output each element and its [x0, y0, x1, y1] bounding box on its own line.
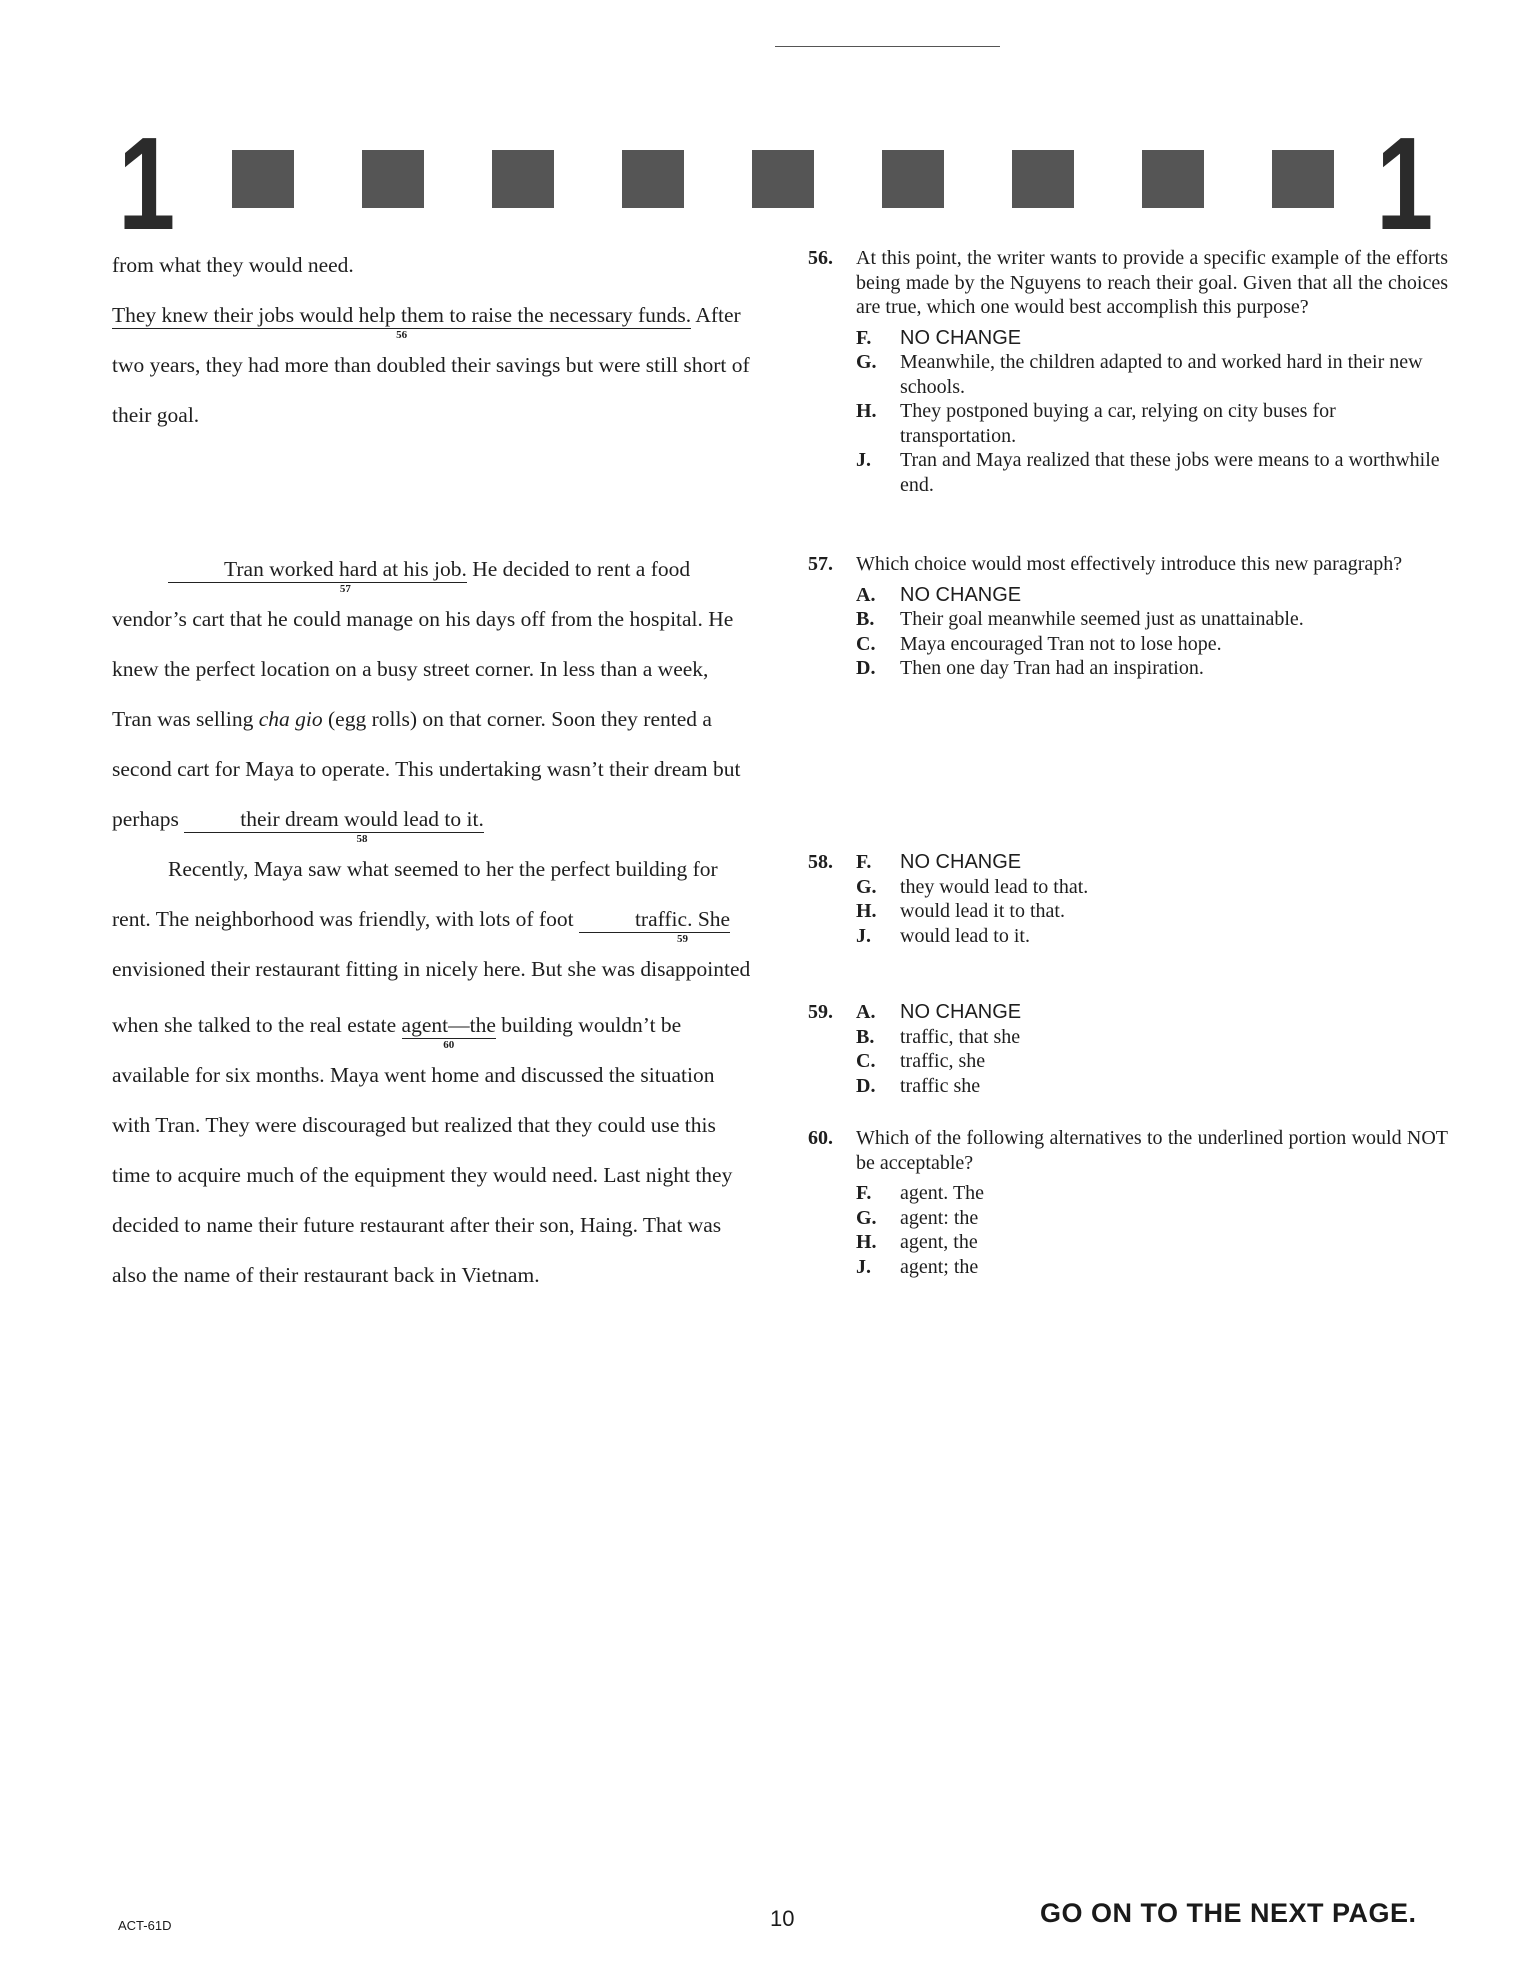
passage — [112, 240, 752, 1300]
option-text: NO CHANGE — [900, 583, 1022, 606]
option-letter: G. — [856, 351, 877, 373]
underlined-portion-57[interactable] — [168, 556, 467, 595]
option-letter: B. — [856, 608, 875, 630]
question-stem: Which choice would most effectively introduce this new paragraph? — [856, 553, 1403, 575]
option-text: They postponed buying a car, relying on city buses for transportation. — [900, 400, 1336, 447]
option-letter: D. — [856, 1074, 876, 1097]
option-letter: F. — [856, 1182, 872, 1204]
answer-option[interactable] — [856, 850, 1448, 875]
option-text: agent, the — [900, 1231, 978, 1253]
underlined-text: agent—the — [401, 1013, 496, 1037]
option-text: Meanwhile, the children adapted to and worked hard in their new schools. — [900, 351, 1423, 398]
underlined-portion-59[interactable] — [579, 906, 731, 945]
header-square — [752, 150, 814, 208]
question-number: 56. — [808, 247, 833, 269]
answer-option[interactable] — [856, 399, 1448, 448]
header-square — [362, 150, 424, 208]
option-text: agent. The — [900, 1182, 985, 1204]
question-number: 59. — [808, 1001, 833, 1023]
answer-option[interactable] — [856, 656, 1448, 681]
question-ref-number: 60 — [443, 1039, 455, 1051]
answer-option[interactable] — [856, 1049, 1448, 1074]
option-letter: J. — [856, 449, 871, 471]
answer-option[interactable] — [856, 899, 1448, 924]
option-text: Then one day Tran had an inspiration. — [900, 657, 1204, 679]
section-header — [0, 0, 1530, 257]
question-57 — [808, 552, 1448, 681]
answer-option[interactable] — [856, 1025, 1448, 1050]
option-text: they would lead to that. — [900, 875, 1089, 898]
option-text: Maya encouraged Tran not to lose hope. — [900, 632, 1222, 655]
option-letter: F. — [856, 326, 872, 349]
answer-option[interactable] — [856, 1074, 1448, 1099]
option-text: agent: the — [900, 1206, 979, 1229]
question-ref-number: 59 — [677, 933, 689, 945]
answer-option[interactable] — [856, 1206, 1448, 1231]
question-stem: Which of the following alternatives to the underlined portion would NOT be acceptable? — [856, 1127, 1448, 1174]
answer-option[interactable] — [856, 632, 1448, 657]
passage-text: After two years, they had more than doubled their savings but were still short of their goal. — [112, 303, 750, 427]
underlined-portion-60[interactable] — [401, 1012, 496, 1051]
option-letter: A. — [856, 583, 876, 606]
answer-option[interactable] — [856, 607, 1448, 632]
option-letter: H. — [856, 400, 877, 422]
option-letter: H. — [856, 1231, 877, 1253]
question-56 — [808, 246, 1448, 497]
answer-option[interactable] — [856, 1230, 1448, 1255]
passage-text: building wouldn’t be available for six months. Maya went home and discussed the situation with Tran. They were discouraged but realized that they could use this time to acquire much of the equipment they would need. Last night they decided to name their future restaurant after their son, Haing. That was also the name of their restaurant back in Vietnam. — [112, 1013, 733, 1287]
next-page-instruction: GO ON TO THE NEXT PAGE. — [1040, 1898, 1417, 1928]
header-square — [1142, 150, 1204, 208]
option-letter: J. — [856, 924, 871, 947]
underlined-text: their dream would lead to it. — [240, 807, 484, 831]
option-letter: H. — [856, 900, 877, 922]
question-number: 60. — [808, 1127, 833, 1149]
option-text: traffic, she — [900, 1050, 986, 1072]
question-ref-number: 56 — [396, 329, 408, 341]
option-letter: D. — [856, 657, 876, 679]
answer-options — [856, 583, 1448, 681]
underlined-portion-56[interactable] — [112, 302, 692, 341]
answer-option[interactable] — [856, 583, 1448, 608]
header-square — [1272, 150, 1334, 208]
header-square — [492, 150, 554, 208]
option-letter: A. — [856, 1001, 876, 1023]
passage-paragraph — [112, 1000, 752, 1300]
passage-paragraph — [112, 544, 752, 844]
passage-text: when she talked to the real estate — [112, 1013, 402, 1037]
answer-options — [856, 1000, 1448, 1098]
answer-option[interactable] — [856, 448, 1448, 497]
answer-option[interactable] — [856, 1181, 1448, 1206]
option-text: would lead it to that. — [900, 900, 1065, 922]
italic-term: cha gio — [258, 707, 323, 731]
underlined-portion-58[interactable] — [184, 806, 484, 845]
option-text: would lead to it. — [900, 924, 1030, 947]
header-square — [1012, 150, 1074, 208]
passage-text: Recently, Maya saw what seemed to her the perfect building for rent. The neighborhood was friendly, with lots of foot — [112, 857, 718, 931]
passage-text: envisioned their restaurant fitting in nicely here. But she was disappointed — [112, 957, 751, 981]
option-text: Tran and Maya realized that these jobs were means to a worthwhile end. — [900, 449, 1440, 496]
question-60 — [808, 1126, 1448, 1279]
passage-paragraph — [112, 240, 752, 440]
question-ref-number: 57 — [339, 583, 351, 595]
answer-option[interactable] — [856, 326, 1448, 351]
passage-text: He decided to rent a food vendor’s cart that he could manage on his days off from the hospital. He knew the perfect location on a busy street corner. In less than a week, Tran was selling — [112, 557, 734, 731]
section-number-left: 1 — [118, 110, 176, 257]
answer-option[interactable] — [856, 1000, 1448, 1025]
option-letter: F. — [856, 851, 872, 873]
answer-option[interactable] — [856, 875, 1448, 900]
header-square — [882, 150, 944, 208]
option-text: NO CHANGE — [900, 1001, 1022, 1023]
option-text: Their goal meanwhile seemed just as unattainable. — [900, 608, 1304, 630]
underlined-text: They knew their jobs would help them to raise the necessary funds. — [112, 303, 692, 327]
passage-text: (egg rolls) on that corner. Soon they rented a second cart for Maya to operate. This undertaking wasn’t their dream but perhaps — [112, 707, 741, 831]
form-code: ACT-61D — [118, 1918, 172, 1933]
option-text: traffic she — [900, 1074, 981, 1097]
question-58 — [808, 850, 1448, 948]
section-number-right: 1 — [1376, 110, 1434, 257]
option-text: NO CHANGE — [900, 851, 1022, 873]
option-text: NO CHANGE — [900, 326, 1022, 349]
option-text: traffic, that she — [900, 1025, 1021, 1048]
question-stem: At this point, the writer wants to provide a specific example of the efforts being made by the Nguyens to reach their goal. Given that all the choices are true, which one would best accomplish this purpose? — [856, 247, 1448, 318]
passage-text: from what they would need. — [112, 253, 354, 277]
answer-option[interactable] — [856, 350, 1448, 399]
underlined-text: traffic. She — [634, 907, 731, 931]
answer-options — [856, 326, 1448, 498]
question-ref-number: 58 — [356, 833, 368, 845]
option-letter: C. — [856, 1050, 876, 1072]
question-59 — [808, 1000, 1448, 1098]
page-number: 10 — [770, 1906, 795, 1931]
answer-options — [856, 1181, 1448, 1279]
option-letter: G. — [856, 875, 877, 898]
question-number: 58. — [808, 851, 833, 873]
header-square — [622, 150, 684, 208]
header-square — [232, 150, 294, 208]
underlined-text: Tran worked hard at his job. — [224, 557, 467, 581]
answer-options — [856, 850, 1448, 948]
option-letter: J. — [856, 1255, 871, 1278]
option-letter: C. — [856, 632, 876, 655]
option-letter: B. — [856, 1025, 875, 1048]
option-text: agent; the — [900, 1255, 979, 1278]
answer-option[interactable] — [856, 1255, 1448, 1280]
passage-paragraph — [112, 844, 752, 994]
option-letter: G. — [856, 1206, 877, 1229]
question-number: 57. — [808, 553, 833, 575]
answer-option[interactable] — [856, 924, 1448, 949]
